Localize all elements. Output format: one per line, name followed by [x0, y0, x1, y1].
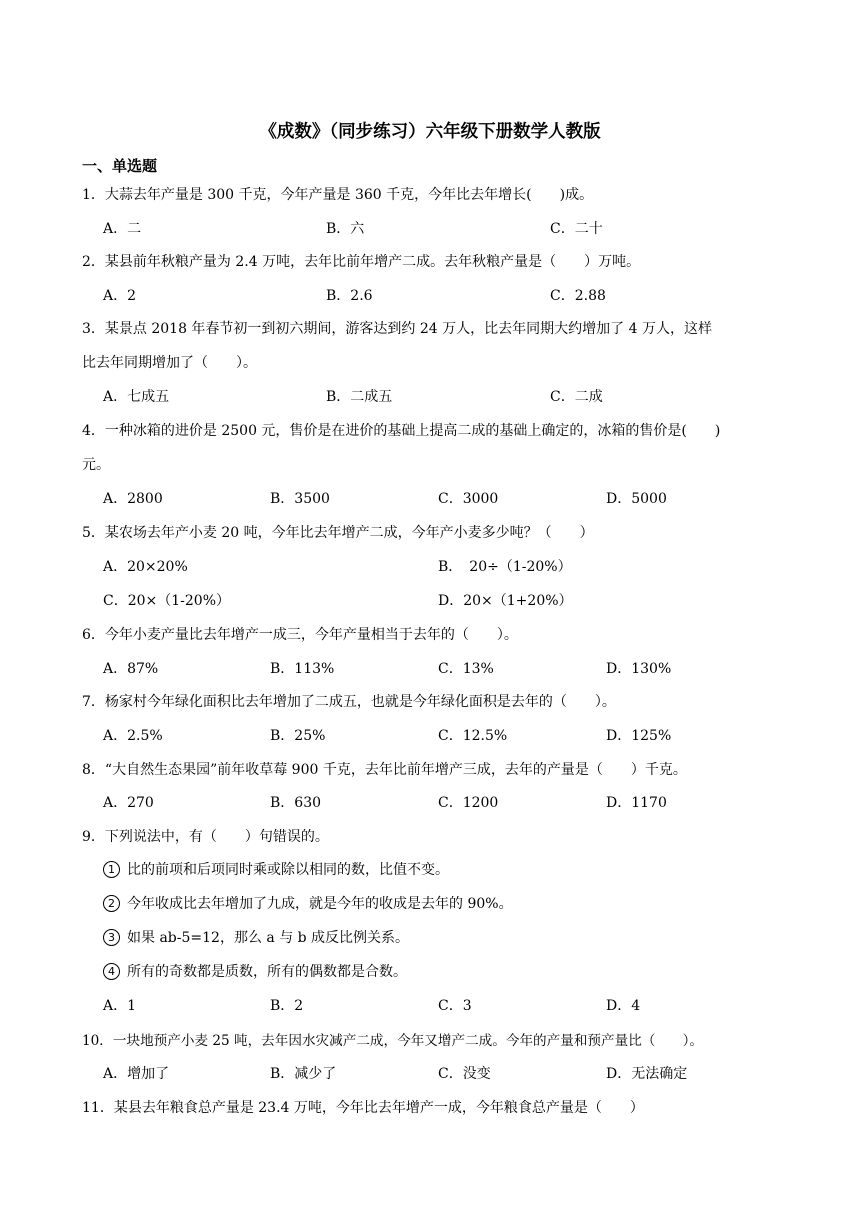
- q10-option-d: D．无法确定: [606, 1066, 688, 1082]
- q3-option-b: B．二成五: [326, 389, 393, 405]
- question-5-stem: 5．某农场去年产小麦 20 吨，今年比去年增产二成，今年产小麦多少吨？（ ）: [82, 525, 594, 541]
- question-10-stem: 10．一块地预产小麦 25 吨，去年因水灾减产二成，今年又增产二成。今年的产量和预产量比（ ）。: [82, 1033, 703, 1049]
- q6-option-d: D．130%: [606, 661, 672, 677]
- q7-option-a: A．2.5%: [103, 728, 163, 744]
- q5-option-c: C．20×（1-20%）: [103, 593, 231, 609]
- question-4-stem-cont: 元。: [82, 457, 110, 473]
- circled-number: 1: [103, 861, 120, 878]
- q4-option-a: A．2800: [103, 491, 163, 507]
- q2-option-a: A．2: [103, 288, 137, 304]
- q3-option-a: A．七成五: [103, 389, 170, 405]
- q5-option-d: D．20×（1+20%）: [438, 593, 573, 609]
- q7-option-d: D．125%: [606, 728, 672, 744]
- circled-number: 3: [103, 929, 120, 946]
- q1-option-b: B．六: [326, 221, 365, 237]
- q10-option-a: A．增加了: [103, 1066, 170, 1082]
- q2-option-c: C．2.88: [550, 288, 606, 304]
- q1-option-a: A．二: [103, 221, 142, 237]
- q8-option-d: D．1170: [606, 795, 667, 811]
- question-7-stem: 7．杨家村今年绿化面积比去年增加了二成五，也就是今年绿化面积是去年的（ ）。: [82, 694, 616, 710]
- question-1-stem: 1．大蒜去年产量是 300 千克，今年产量是 360 千克，今年比去年增长( )成。: [82, 187, 594, 203]
- circled-number: 2: [103, 895, 120, 912]
- question-9-stem: 9．下列说法中，有（ ）句错误的。: [82, 829, 329, 845]
- statement-text: 如果 ab-5=12，那么 a 与 b 成反比例关系。: [127, 930, 410, 946]
- question-4-stem: 4．一种冰箱的进价是 2500 元，售价是在进价的基础上提高二成的基础上确定的，冰箱的售价是( ): [82, 423, 721, 439]
- q4-option-c: C．3000: [438, 491, 499, 507]
- page-title: 《成数》（同步练习）六年级下册数学人教版: [259, 122, 601, 142]
- q1-option-c: C．二十: [550, 221, 603, 237]
- q9-statement-2: [103, 893, 513, 913]
- q8-option-b: B．630: [270, 795, 322, 811]
- q6-option-c: C．13%: [438, 661, 494, 677]
- question-3-stem: 3．某景点 2018 年春节初一到初六期间，游客达到约 24 万人，比去年同期大约增加了 4 万人，这样: [82, 321, 712, 337]
- q9-option-d: D．4: [606, 998, 641, 1014]
- q7-option-c: C．12.5%: [438, 728, 508, 744]
- q9-statement-3: [103, 927, 409, 947]
- q5-option-b: B． 20÷（1-20%）: [438, 559, 572, 575]
- q10-option-c: C．没变: [438, 1066, 491, 1082]
- section-heading: 一、单选题: [82, 157, 158, 175]
- question-2-stem: 2．某县前年秋粮产量为 2.4 万吨，去年比前年增产二成。去年秋粮产量是（ ）万吨。: [82, 254, 641, 270]
- q9-option-b: B．2: [270, 998, 304, 1014]
- q9-statement-4: [103, 961, 407, 981]
- q6-option-b: B．113%: [270, 661, 335, 677]
- statement-text: 所有的奇数都是质数，所有的偶数都是合数。: [127, 964, 407, 980]
- q9-option-a: A．1: [103, 998, 137, 1014]
- q8-option-a: A．270: [103, 795, 154, 811]
- q3-option-c: C．二成: [550, 389, 603, 405]
- question-8-stem: 8．“大自然生态果园”前年收草莓 900 千克，去年比前年增产三成，去年的产量是（ ）千克。: [82, 762, 687, 778]
- circled-number: 4: [103, 963, 120, 980]
- q4-option-d: D．5000: [606, 491, 667, 507]
- statement-text: 比的前项和后项同时乘或除以相同的数，比值不变。: [127, 862, 449, 878]
- q9-option-c: C．3: [438, 998, 472, 1014]
- q4-option-b: B．3500: [270, 491, 330, 507]
- q5-option-a: A．20×20%: [103, 559, 188, 575]
- question-3-stem-cont: 比去年同期增加了（ ）。: [82, 355, 257, 371]
- q2-option-b: B．2.6: [326, 288, 373, 304]
- q10-option-b: B．减少了: [270, 1066, 337, 1082]
- q8-option-c: C．1200: [438, 795, 499, 811]
- question-6-stem: 6．今年小麦产量比去年增产一成三，今年产量相当于去年的（ ）。: [82, 627, 518, 643]
- q6-option-a: A．87%: [103, 661, 159, 677]
- q9-statement-1: [103, 859, 449, 879]
- question-11-stem: 11．某县去年粮食总产量是 23.4 万吨，今年比去年增产一成，今年粮食总产量是（ ）: [82, 1100, 644, 1116]
- q7-option-b: B．25%: [270, 728, 326, 744]
- statement-text: 今年收成比去年增加了九成，就是今年的收成是去年的 90%。: [127, 896, 513, 912]
